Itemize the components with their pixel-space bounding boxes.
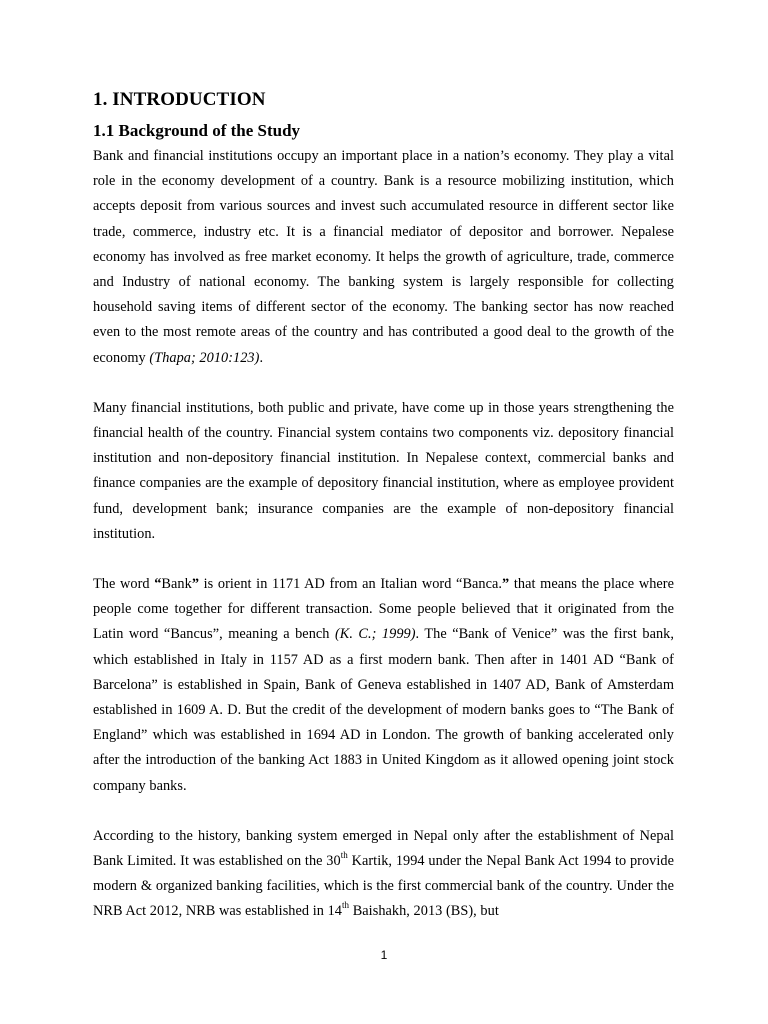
paragraph-3-part: that means the place where people come together for different transaction. Some people believed that it originated from the Latin word “Bancus”, meaning a bench <box>93 576 674 643</box>
paragraph-4-part: Baishakh, 2013 (BS), but <box>349 903 499 920</box>
ordinal-superscript: th <box>340 850 348 861</box>
ordinal-superscript: th <box>341 900 350 911</box>
section-heading: 1. INTRODUCTION <box>93 89 266 110</box>
paragraph-4-part: Kartik, 1994 under the Nepal Bank Act 1994 to provide modern & organized banking facilities, which is the first commercial bank of the country. Under the NRB Act 2012, NRB was established in 14 <box>93 853 674 920</box>
paragraph-1-end: . <box>259 349 264 366</box>
citation-kc: (K. C.; 1999) <box>334 626 416 643</box>
paragraph-2: Many financial institutions, both public and private, have come up in those years strengthening the financial health of the country. Financial system contains two components viz. depository financial institution and non-depository financial institution. In Nepalese context, commercial banks and finance companies are the example of depository financial institution, where as employee provident fund, development bank; insurance companies are the example of non-depository financial institution. <box>93 399 674 542</box>
paragraph-3-bold-quote: ” <box>502 576 510 593</box>
paragraph-3-part: is orient in 1171 AD from an Italian word “Banca. <box>199 576 503 593</box>
paragraph-3 <box>93 572 674 799</box>
paragraph-3-bold-quote: ” <box>191 576 200 593</box>
paragraph-1 <box>93 144 674 371</box>
citation-thapa: (Thapa; 2010:123) <box>149 349 260 366</box>
paragraph-3-part: The word <box>93 576 155 593</box>
paragraph-4-part: According to the history, banking system emerged in Nepal only after the establishment of Nepal Bank Limited. It was established on the 30 <box>93 827 674 870</box>
subsection-heading: 1.1 Background of the Study <box>93 121 301 140</box>
paragraph-3-part: . The “Bank of Venice” was the first bank, which established in Italy in 1157 AD as a first modern bank. Then after in 1401 AD “Bank of Barcelona” is established in Spain, Bank of Geneva established in 1407 AD, Bank of Amsterdam established in 1609 A. D. But the credit of the development of modern banks goes to “The Bank of England” which was established in 1694 AD in London. The growth of banking accelerated only after the introduction of the banking Act 1883 in United Kingdom as it allowed opening joint stock company banks. <box>93 626 674 794</box>
paragraph-1-text: Bank and financial institutions occupy an important place in a nation’s economy. They play a vital role in the economy development of a country. Bank is a resource mobilizing institution, which accepts deposit from various sources and invest such accumulated resource in different sector like trade, commerce, industry etc. It is a financial mediator of depositor and borrower. Nepalese economy has involved as free market economy. It helps the growth of agriculture, trade, commerce and Industry of national economy. The banking system is largely responsible for collecting household saving items of different sector of the economy. The banking sector has now reached even to the most remote areas of the country and has contributed a good deal to the growth of the economy <box>93 148 674 366</box>
paragraph-3-bold-quote: “ <box>154 576 162 593</box>
document-page <box>93 86 674 925</box>
paragraph-4 <box>93 824 674 925</box>
page-number: 1 <box>380 948 388 962</box>
paragraph-3-word-bank: Bank <box>161 576 192 593</box>
